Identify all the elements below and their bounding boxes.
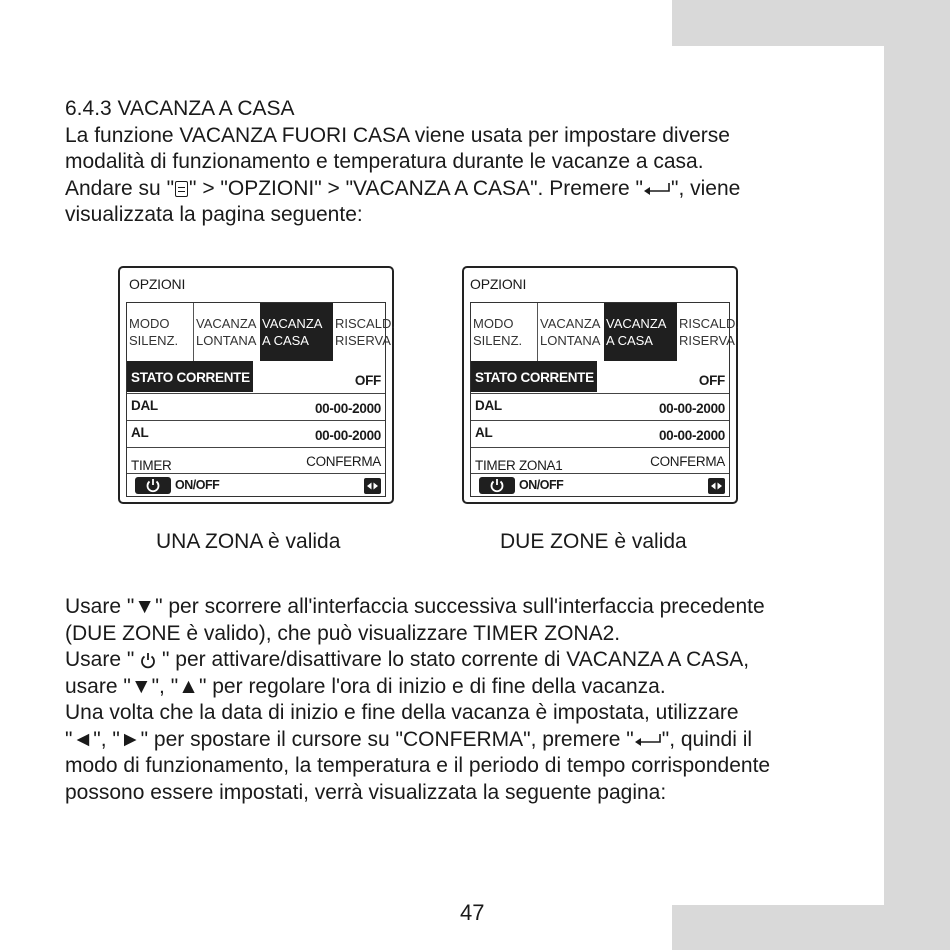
row-stato-corrente[interactable] <box>127 361 385 393</box>
body-p2-line-2: usare "▼", "▲" per regolare l'ora di inizio e di fine della vacanza. <box>65 674 666 698</box>
body-p2-line-1 <box>65 647 749 674</box>
page-number: 47 <box>460 900 485 925</box>
tab-vacanza-a-casa[interactable] <box>604 303 677 361</box>
section-heading <box>65 96 295 123</box>
power-button[interactable] <box>135 477 171 494</box>
panel-una-zona <box>118 266 394 504</box>
row-stato-corrente[interactable] <box>471 361 729 393</box>
row-label: AL <box>475 425 493 440</box>
row-value: 00-00-2000 <box>658 401 725 416</box>
tab-riscald-riserva[interactable] <box>677 303 739 361</box>
tab-vacanza-a-casa[interactable] <box>260 303 333 361</box>
body-p3-line-1: Una volta che la data di inizio e fine della vacanza è impostata, utilizzare <box>65 701 739 724</box>
body-p2-line-1a: Usare " <box>65 648 141 671</box>
tab-line-1: VACANZA <box>196 316 257 331</box>
tab-line-1: RISCALD. <box>679 316 739 331</box>
power-button[interactable] <box>479 477 515 494</box>
intro-line-2: modalità di funzionamento e temperatura durante le vacanze a casa. <box>65 150 704 173</box>
body-p3-line-2a: "◄", "►" per spostare il cursore su "CONFERMA", premere " <box>65 727 634 751</box>
onoff-label: ON/OFF <box>175 478 220 492</box>
row-label: STATO CORRENTE <box>127 361 253 392</box>
row-value: 00-00-2000 <box>314 428 381 443</box>
footer-bar <box>471 473 729 498</box>
panel-title: OPZIONI <box>129 276 186 292</box>
tab-line-1: MODO <box>473 316 514 331</box>
intro-line-3c: ", viene <box>671 176 741 200</box>
intro-line-3b: " > "OPZIONI" > "VACANZA A CASA". Premere " <box>189 176 644 200</box>
tab-line-1: VACANZA <box>540 316 601 331</box>
intro-line-1: La funzione VACANZA FUORI CASA viene usata per impostare diverse <box>65 123 730 147</box>
side-strip-right <box>884 0 950 950</box>
left-right-arrows-button[interactable] <box>708 478 725 494</box>
body-p3-line-2 <box>65 727 752 754</box>
tab-line-1: VACANZA <box>262 316 323 331</box>
row-value: OFF <box>698 373 725 388</box>
body-p3-line-2b: ", quindi il <box>661 727 753 751</box>
tab-line-1: VACANZA <box>606 316 667 331</box>
body-p3-line-4: possono essere impostati, verrà visualizzata la seguente pagina: <box>65 780 667 804</box>
row-value: OFF <box>354 373 381 388</box>
row-label: DAL <box>131 398 158 413</box>
tab-modo-silenz[interactable] <box>471 303 537 361</box>
row-value: 00-00-2000 <box>314 401 381 416</box>
row-value: CONFERMA <box>306 454 381 469</box>
tab-line-2: A CASA <box>606 332 653 348</box>
row-timer[interactable] <box>127 447 385 474</box>
body-p2-line-1b: " per attivare/disattivare lo stato corrente di VACANZA A CASA, <box>156 648 750 671</box>
tab-modo-silenz[interactable] <box>127 303 193 361</box>
tab-line-2: SILENZ. <box>473 332 523 348</box>
enter-icon <box>643 182 671 196</box>
body-p1-line-2: (DUE ZONE è valido), che può visualizzare TIMER ZONA2. <box>65 621 621 645</box>
row-label: TIMER ZONA1 <box>475 458 563 473</box>
row-value: 00-00-2000 <box>658 428 725 443</box>
row-value: CONFERMA <box>650 454 725 469</box>
menu-icon <box>175 181 188 197</box>
intro-line-3a: Andare su " <box>65 176 175 200</box>
tab-line-2: RISERVA <box>679 332 735 348</box>
row-label: AL <box>131 425 149 440</box>
side-strip-bottom <box>672 905 884 950</box>
tab-line-1: RISCALD. <box>335 316 395 331</box>
tab-line-2: LONTANA <box>196 332 257 348</box>
tab-riscald-riserva[interactable] <box>333 303 395 361</box>
footer-bar <box>127 473 385 498</box>
row-al[interactable] <box>127 420 385 448</box>
row-label: STATO CORRENTE <box>471 361 597 392</box>
power-icon <box>140 651 156 669</box>
caption-una-zona: UNA ZONA è valida <box>156 530 341 553</box>
tab-line-2: LONTANA <box>540 332 601 348</box>
panel-inner <box>470 302 739 497</box>
left-right-arrows-icon <box>364 478 381 494</box>
caption-due-zone: DUE ZONE è valida <box>500 530 687 553</box>
side-strip-top <box>672 0 884 46</box>
panel-inner <box>126 302 395 497</box>
row-dal[interactable] <box>471 393 729 421</box>
tab-line-2: RISERVA <box>335 332 391 348</box>
tab-bar <box>127 303 395 361</box>
tab-line-2: SILENZ. <box>129 332 179 348</box>
onoff-label: ON/OFF <box>519 478 564 492</box>
row-label: DAL <box>475 398 502 413</box>
power-icon <box>479 477 515 494</box>
tab-bar <box>471 303 739 361</box>
row-label: TIMER <box>131 458 172 473</box>
intro-line-3 <box>65 176 740 203</box>
body-p3-line-3: modo di funzionamento, la temperatura e il periodo di tempo corrispondente <box>65 754 771 777</box>
left-right-arrows-button[interactable] <box>364 478 381 494</box>
power-icon <box>135 477 171 494</box>
panel-title: OPZIONI <box>470 276 527 292</box>
tab-line-1: MODO <box>129 316 170 331</box>
section-heading-text: 6.4.3 VACANZA A CASA <box>65 97 295 120</box>
row-timer-zona1[interactable] <box>471 447 729 474</box>
enter-icon <box>634 733 662 747</box>
tab-vacanza-lontana[interactable] <box>537 303 604 361</box>
left-right-arrows-icon <box>708 478 725 494</box>
body-p1-line-1: Usare "▼" per scorrere all'interfaccia successiva sull'interfaccia precedente <box>65 595 765 618</box>
tab-vacanza-lontana[interactable] <box>193 303 260 361</box>
row-dal[interactable] <box>127 393 385 421</box>
row-al[interactable] <box>471 420 729 448</box>
panel-due-zone <box>462 266 738 504</box>
intro-line-4: visualizzata la pagina seguente: <box>65 203 363 226</box>
tab-line-2: A CASA <box>262 332 309 348</box>
